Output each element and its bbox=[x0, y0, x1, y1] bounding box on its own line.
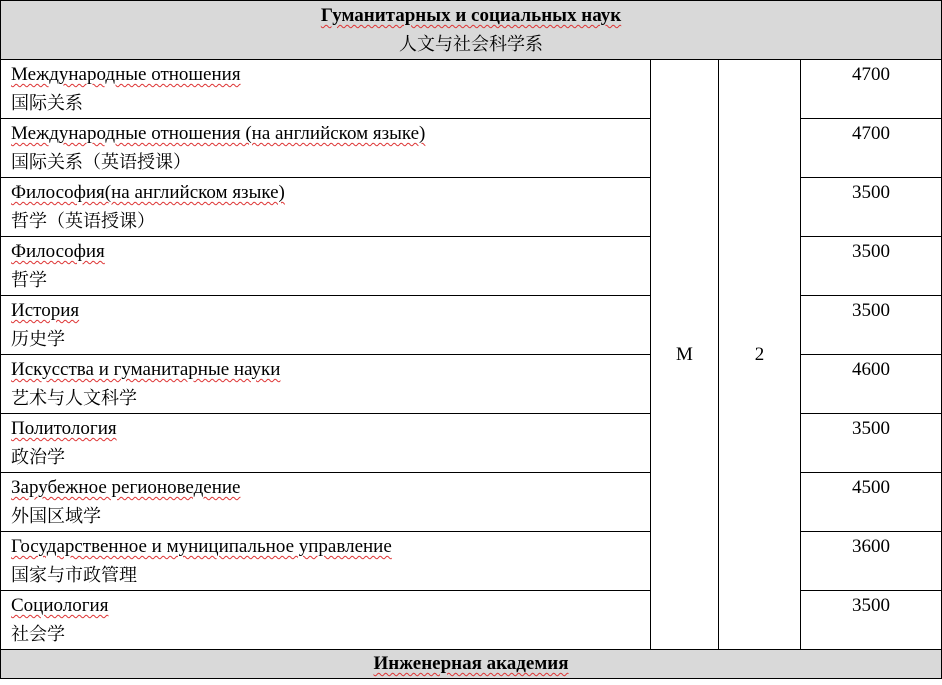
price-value: 3500 bbox=[852, 182, 891, 203]
program-name-cell bbox=[1, 296, 651, 355]
price-cell bbox=[801, 237, 942, 296]
program-name-ru: Искусства и гуманитарные науки bbox=[11, 359, 281, 380]
program-name-cell bbox=[1, 532, 651, 591]
table-row bbox=[1, 296, 942, 355]
program-name-cell bbox=[1, 591, 651, 650]
section-header-cell bbox=[1, 1, 942, 60]
table-row bbox=[1, 119, 942, 178]
table-row bbox=[1, 178, 942, 237]
program-name-cell bbox=[1, 178, 651, 237]
price-value: 3500 bbox=[852, 595, 891, 616]
table-row bbox=[1, 473, 942, 532]
program-name-ru: Философия(на английском языке) bbox=[11, 182, 285, 203]
program-name-zh: 艺术与人文科学 bbox=[11, 388, 137, 409]
price-cell bbox=[801, 473, 942, 532]
program-name-cell bbox=[1, 60, 651, 119]
price-value: 4600 bbox=[852, 359, 891, 380]
program-name-cell bbox=[1, 414, 651, 473]
program-name-ru: Политология bbox=[11, 418, 117, 439]
price-value: 4500 bbox=[852, 477, 891, 498]
table-row bbox=[1, 532, 942, 591]
price-value: 3500 bbox=[852, 300, 891, 321]
program-name-zh: 哲学 bbox=[11, 270, 47, 291]
degree-cell bbox=[651, 60, 719, 650]
price-cell bbox=[801, 414, 942, 473]
price-value: 3500 bbox=[852, 241, 891, 262]
price-value: 4700 bbox=[852, 64, 891, 85]
program-name-zh: 政治学 bbox=[11, 447, 65, 468]
program-name-zh: 社会学 bbox=[11, 624, 65, 645]
program-name-ru: Международные отношения (на английском языке) bbox=[11, 123, 426, 144]
program-name-ru: Зарубежное регионоведение bbox=[11, 477, 241, 498]
table-row bbox=[1, 414, 942, 473]
program-name-ru: Философия bbox=[11, 241, 105, 262]
program-name-cell bbox=[1, 473, 651, 532]
next-section-header-cell bbox=[1, 650, 942, 679]
price-cell bbox=[801, 60, 942, 119]
program-name-cell bbox=[1, 237, 651, 296]
duration-value: 2 bbox=[754, 344, 765, 365]
program-name-zh: 外国区域学 bbox=[11, 506, 101, 527]
program-name-cell bbox=[1, 119, 651, 178]
price-cell bbox=[801, 532, 942, 591]
section-header-row bbox=[1, 1, 942, 60]
duration-cell bbox=[719, 60, 801, 650]
price-cell bbox=[801, 119, 942, 178]
next-section-title: Инженерная академия bbox=[373, 653, 569, 674]
price-cell bbox=[801, 591, 942, 650]
program-name-zh: 国际关系（英语授课） bbox=[11, 152, 191, 173]
program-name-ru: История bbox=[11, 300, 80, 321]
table-row bbox=[1, 60, 942, 119]
table-row bbox=[1, 237, 942, 296]
price-value: 3600 bbox=[852, 536, 891, 557]
program-name-zh: 历史学 bbox=[11, 329, 65, 350]
price-cell bbox=[801, 178, 942, 237]
price-cell bbox=[801, 296, 942, 355]
program-name-zh: 哲学（英语授课） bbox=[11, 211, 155, 232]
program-name-zh: 国家与市政管理 bbox=[11, 565, 137, 586]
next-section-header-row bbox=[1, 650, 942, 679]
price-value: 4700 bbox=[852, 123, 891, 144]
program-name-zh: 国际关系 bbox=[11, 93, 83, 114]
table-row bbox=[1, 591, 942, 650]
program-name-ru: Социология bbox=[11, 595, 109, 616]
program-name-cell bbox=[1, 355, 651, 414]
price-cell bbox=[801, 355, 942, 414]
section-title-ru: Гуманитарных и социальных наук bbox=[320, 5, 622, 26]
table-row bbox=[1, 355, 942, 414]
price-value: 3500 bbox=[852, 418, 891, 439]
degree-value: M bbox=[676, 344, 693, 365]
program-name-ru: Международные отношения bbox=[11, 64, 241, 85]
program-name-ru: Государственное и муниципальное управление bbox=[11, 536, 392, 557]
section-title-zh: 人文与社会科学系 bbox=[399, 34, 544, 55]
